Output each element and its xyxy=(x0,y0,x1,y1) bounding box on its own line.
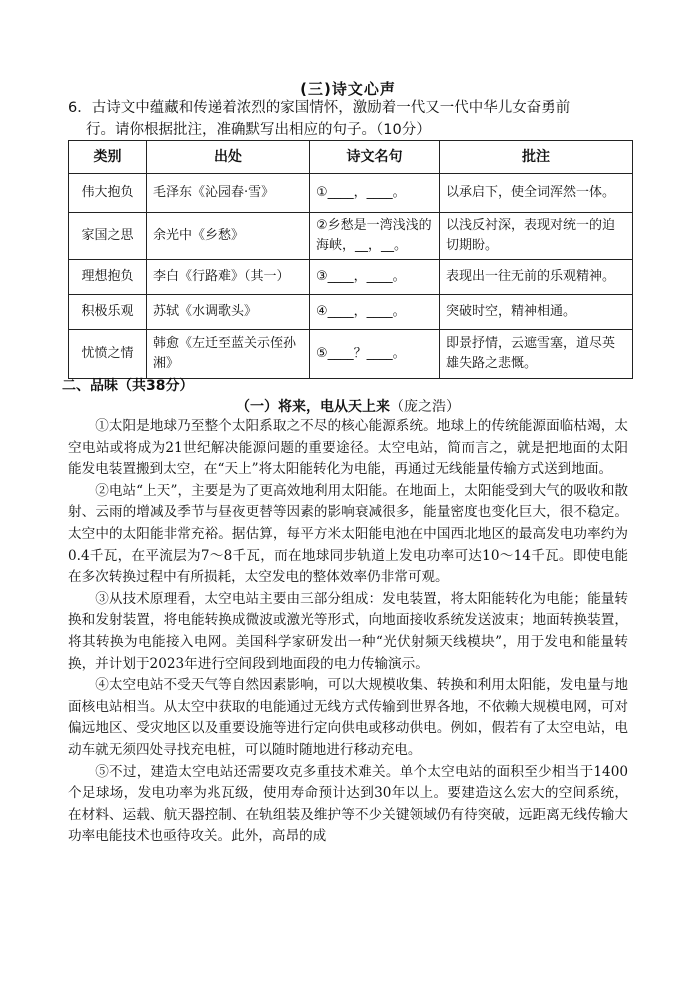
question-line-2: 行。请你根据批注，准确默写出相应的句子。（10分） xyxy=(86,122,431,138)
article-title-line xyxy=(0,396,696,416)
cell-category: 伟大抱负 xyxy=(69,174,147,213)
cell-source: 余光中《乡愁》 xyxy=(147,213,310,260)
table-row xyxy=(69,213,633,260)
table-row xyxy=(69,260,633,295)
cell-note: 以浅反衬深，表现对统一的迫切期盼。 xyxy=(440,213,633,260)
part-two-heading: 二、品味（共38分） xyxy=(62,378,194,394)
cell-category: 理想抱负 xyxy=(69,260,147,295)
cell-category: 忧愤之情 xyxy=(69,330,147,379)
table-row xyxy=(69,330,633,379)
cell-source: 毛泽东《沁园春·雪》 xyxy=(147,174,310,213)
article-author: （庞之浩） xyxy=(390,399,460,415)
cell-note: 表现出一往无前的乐观精神。 xyxy=(440,260,633,295)
table-row xyxy=(69,295,633,330)
question-6 xyxy=(68,97,648,141)
paragraph-5: ⑤不过，建造太空电站还需要攻克多重技术难关。单个太空电站的面积至少相当于1400个足球场，发电功率为兆瓦级，使用寿命预计达到30年以上。要建造这么宏大的空间系统，在材料、运载、航天器控制、在轨组装及维护等不少关键领域仍有待突破，远距离无线传输大功率电能技术也亟待攻关。此外，高昂的成 xyxy=(68,763,628,845)
cell-quote: ①____，____。 xyxy=(310,174,440,213)
cell-source: 苏轼《水调歌头》 xyxy=(147,295,310,330)
cell-quote: ⑤____？____。 xyxy=(310,330,440,379)
paragraph-2: ②电站“上天”，主要是为了更高效地利用太阳能。在地面上，太阳能受到大气的吸收和散射、云雨的增减及季节与昼夜更替等因素的影响衰减很多，能量密度也变化巨大，很不稳定。太空中的太阳能非常充裕。据估算，每平方米太阳能电池在中国西北地区的最高发电功率约为0.4千瓦，在平流层为7～8千瓦，而在地球同步轨道上发电功率可达10～14千瓦。即使电能在多次转换过程中有所损耗，太空发电的整体效率仍非常可观。 xyxy=(68,482,628,586)
cell-quote: ②乡愁是一湾浅浅的海峡，__，__。 xyxy=(310,213,440,260)
cell-source: 韩愈《左迁至蓝关示侄孙湘》 xyxy=(147,330,310,379)
cell-category: 积极乐观 xyxy=(69,295,147,330)
section-title: (三)诗文心声 xyxy=(300,80,396,98)
header-quote: 诗文名句 xyxy=(310,141,440,174)
cell-category: 家国之思 xyxy=(69,213,147,260)
header-source: 出处 xyxy=(147,141,310,174)
cell-quote: ④____，____。 xyxy=(310,295,440,330)
cell-note: 即景抒情，云遮雪塞，道尽英雄失路之悲慨。 xyxy=(440,330,633,379)
paragraph-3: ③从技术原理看，太空电站主要由三部分组成：发电装置，将太阳能转化为电能；能量转换和发射装置，将电能转换成微波或激光等形式，向地面接收系统发送波束；地面转换装置，将其转换为电能接入电网。美国科学家研发出一种“光伏射频天线模块”，用于发电和能量转换，并计划于2023年进行空间段到地面段的电力传输演示。 xyxy=(68,590,628,672)
header-category: 类别 xyxy=(69,141,147,174)
article-body xyxy=(68,416,628,848)
article-title: （一）将来，电从天上来 xyxy=(236,399,390,415)
header-note: 批注 xyxy=(440,141,633,174)
table-header-row xyxy=(69,141,633,174)
paragraph-4: ④太空电站不受天气等自然因素影响，可以大规模收集、转换和利用太阳能，发电量与地面核电站相当。从太空中获取的电能通过无线方式传输到世界各地，不依赖大规模电网，可对偏远地区、受灾地区以及重要设施等进行定向供电或移动供电。例如，假若有了太空电站，电动车就无须四处寻找充电桩，可以随时随地进行移动充电。 xyxy=(68,677,628,758)
cell-note: 突破时空，精神相通。 xyxy=(440,295,633,330)
question-line-1: 6．古诗文中蕴藏和传递着浓烈的家国情怀，激励着一代又一代中华儿女奋勇前 xyxy=(68,100,571,116)
poem-table xyxy=(68,140,633,379)
cell-quote: ③____，____。 xyxy=(310,260,440,295)
cell-note: 以承启下，使全词浑然一体。 xyxy=(440,174,633,213)
paragraph-1: ①太阳是地球乃至整个太阳系取之不尽的核心能源系统。地球上的传统能源面临枯竭，太空电站或将成为21世纪解决能源问题的重要途径。太空电站，简而言之，就是把地面的太阳能发电装置搬到太空，在“天上”将太阳能转化为电能，再通过无线能量传输方式送到地面。 xyxy=(68,418,628,478)
cell-source: 李白《行路难》（其一） xyxy=(147,260,310,295)
table-row xyxy=(69,174,633,213)
